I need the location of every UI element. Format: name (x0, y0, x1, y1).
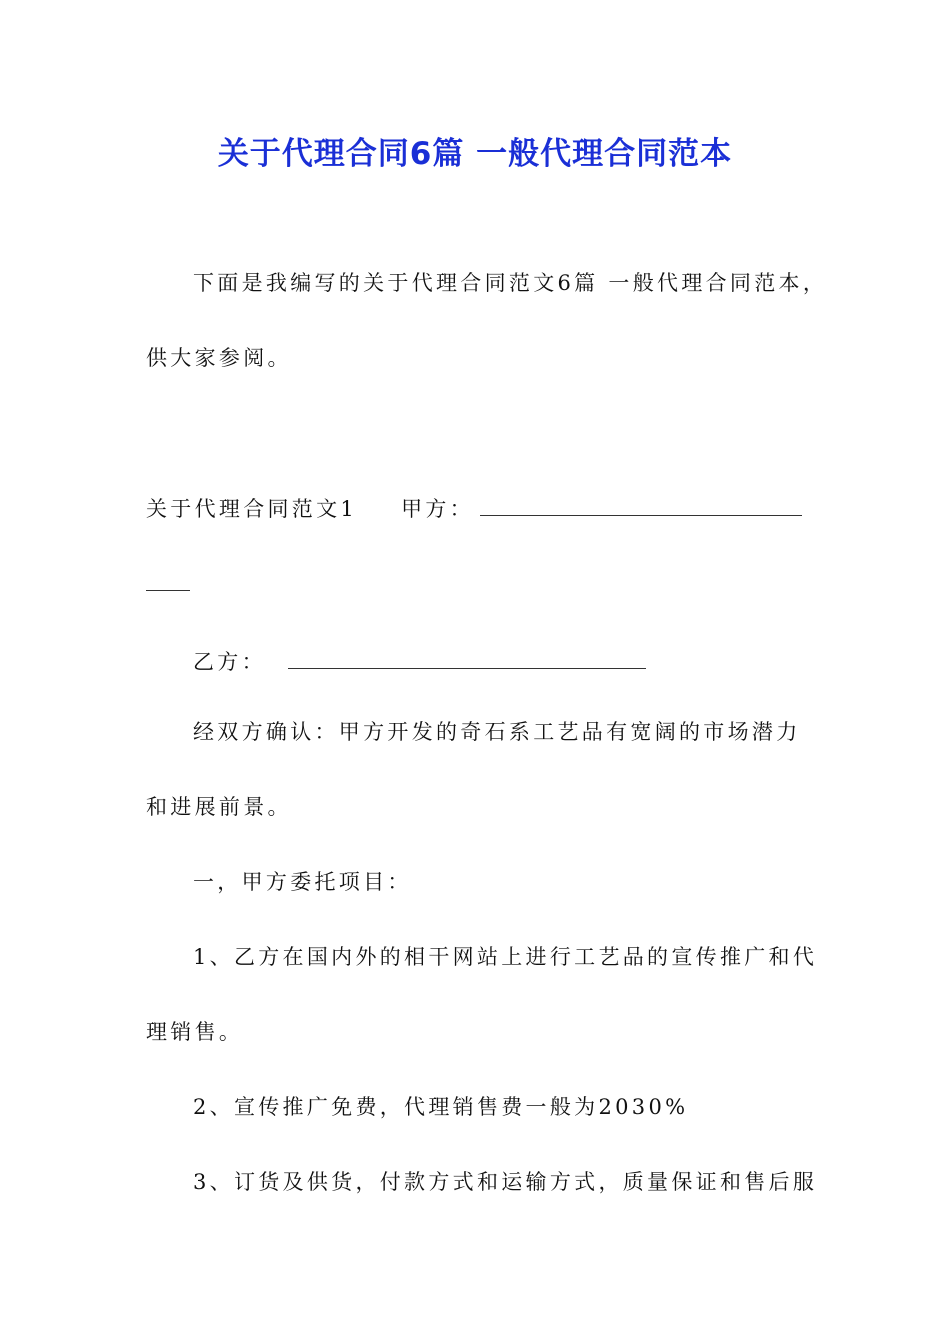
party-b-blank (288, 650, 646, 669)
party-a-blank (480, 497, 802, 516)
confirm-paragraph-line-1: 经双方确认：甲方开发的奇石系工艺品有宽阔的市场潜力 (193, 720, 801, 744)
intro-paragraph-line-2: 供大家参阅。 (146, 346, 292, 370)
item-heading: 一，甲方委托项目： (193, 870, 412, 894)
item-2: 2、宣传推广免费，代理销售费一般为2030% (193, 1095, 689, 1119)
item-3-line-1: 3、订货及供货，付款方式和运输方式，质量保证和售后服 (193, 1170, 818, 1194)
party-a-blank-continued (146, 590, 190, 591)
party-b-label: 乙方： (193, 650, 266, 674)
confirm-paragraph-line-2: 和进展前景。 (146, 795, 292, 819)
section-heading-row (146, 494, 802, 524)
item-1-line-2: 理销售。 (146, 1020, 244, 1044)
document-title: 关于代理合同6篇 一般代理合同范本 (217, 136, 733, 172)
party-a-label: 甲方： (401, 497, 474, 521)
section-heading: 关于代理合同范文1 (146, 497, 358, 521)
party-b-row (193, 647, 646, 677)
item-1-line-1: 1、乙方在国内外的相干网站上进行工艺品的宣传推广和代 (193, 945, 818, 969)
intro-paragraph-line-1: 下面是我编写的关于代理合同范文6篇 一般代理合同范本， (193, 271, 828, 295)
